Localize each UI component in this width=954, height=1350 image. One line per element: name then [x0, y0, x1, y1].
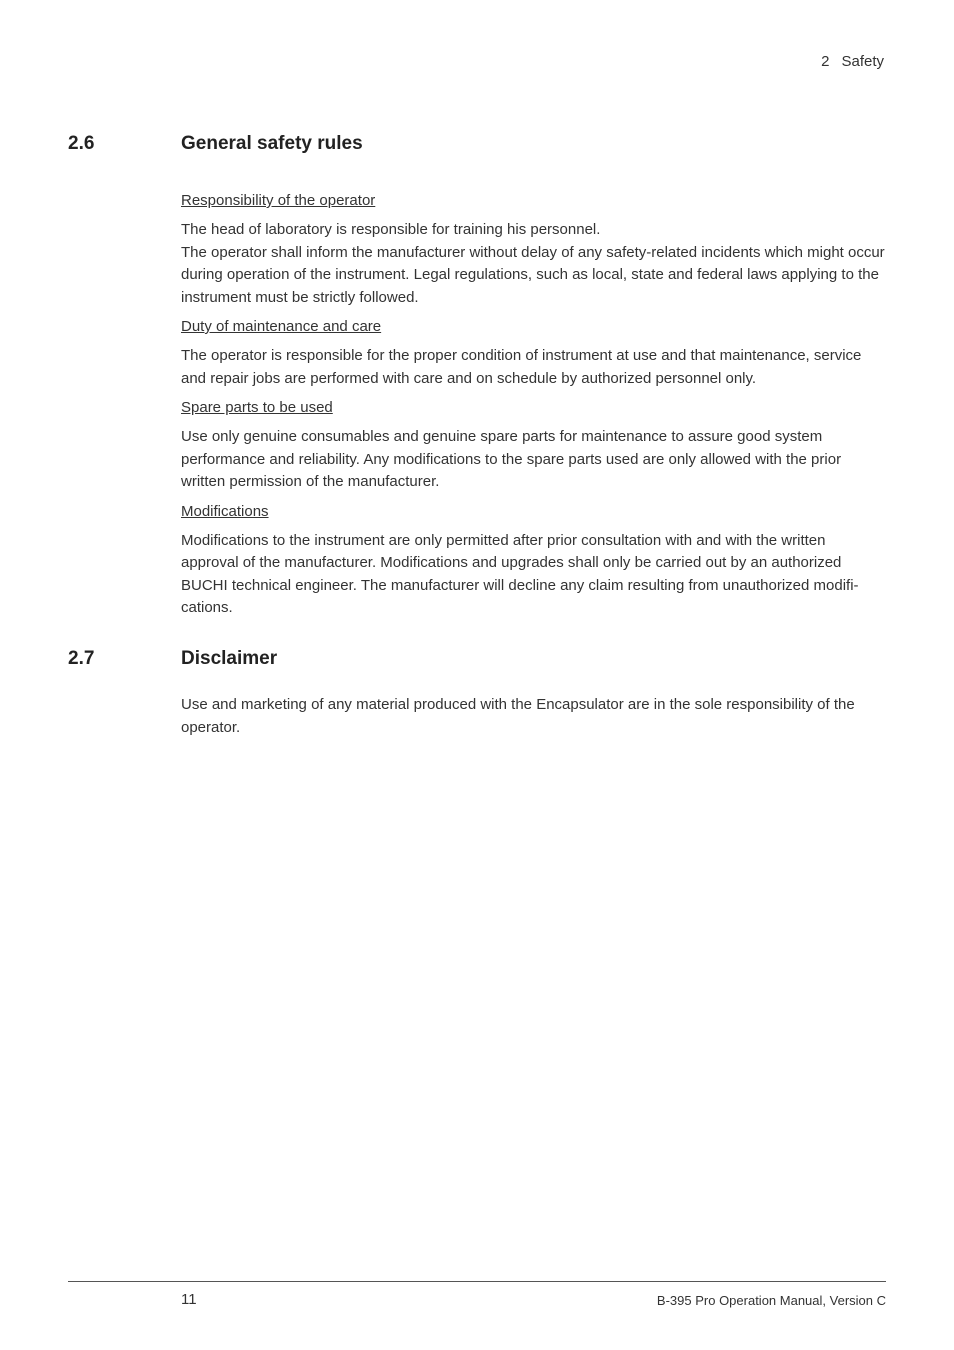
- paragraph: The operator shall inform the manufacturer without delay of any safety-related incidents which might occur during operation of the instrument. Legal regulations, such as local, state and federal laws applying to the instrument must be strictly followed.: [181, 243, 885, 306]
- section-number: 2.7: [68, 648, 95, 669]
- section-heading-2-6: [68, 133, 363, 155]
- section-title: General safety rules: [181, 133, 363, 154]
- chapter-number: 2: [821, 53, 830, 70]
- section-title: Disclaimer: [181, 648, 278, 669]
- subheading: Duty of maintenance and care: [181, 318, 382, 335]
- subheading: Responsibility of the operator: [181, 192, 376, 209]
- subheading: Spare parts to be used: [181, 399, 333, 416]
- block-maintenance: [181, 318, 886, 390]
- block-modifications: [181, 503, 886, 620]
- paragraph: Use only genuine consumables and genuine spare parts for maintenance to assure good system performance and reliability. Any modifications to the spare parts used are only allowed with the prior written permission of the manufacturer.: [181, 428, 842, 490]
- section-heading-2-7: [68, 648, 277, 670]
- section-body-2-7: [181, 694, 886, 748]
- subheading: Modifications: [181, 502, 269, 520]
- paragraph: The operator is responsible for the proper condition of instrument at use and that maintenance, service and repair jobs are performed with care and on schedule by authorized personnel only.: [181, 347, 862, 387]
- paragraph: Use and marketing of any material produced with the Encapsulator are in the sole responsibility of the operator.: [181, 696, 855, 736]
- section-number: 2.6: [68, 133, 95, 154]
- footer-divider: [68, 1281, 886, 1282]
- page-number: 11: [181, 1291, 197, 1308]
- chapter-title: Safety: [841, 53, 884, 70]
- section-body-2-6: [181, 192, 886, 629]
- block-spare-parts: [181, 399, 886, 494]
- paragraph: The head of laboratory is responsible for training his personnel.: [181, 221, 601, 238]
- running-header: [821, 53, 884, 70]
- block-responsibility: [181, 192, 886, 309]
- paragraph: Modifications to the instrument are only permitted after prior consultation with and with the written approval of the manufacturer. Modifications and upgrades shall only be carried out by an authorized BUCHI technical engineer. The manufacturer will decline any claim resulting from unauthorized modifi-cations.: [181, 531, 859, 616]
- manual-title: B-395 Pro Operation Manual, Version C: [656, 1293, 886, 1308]
